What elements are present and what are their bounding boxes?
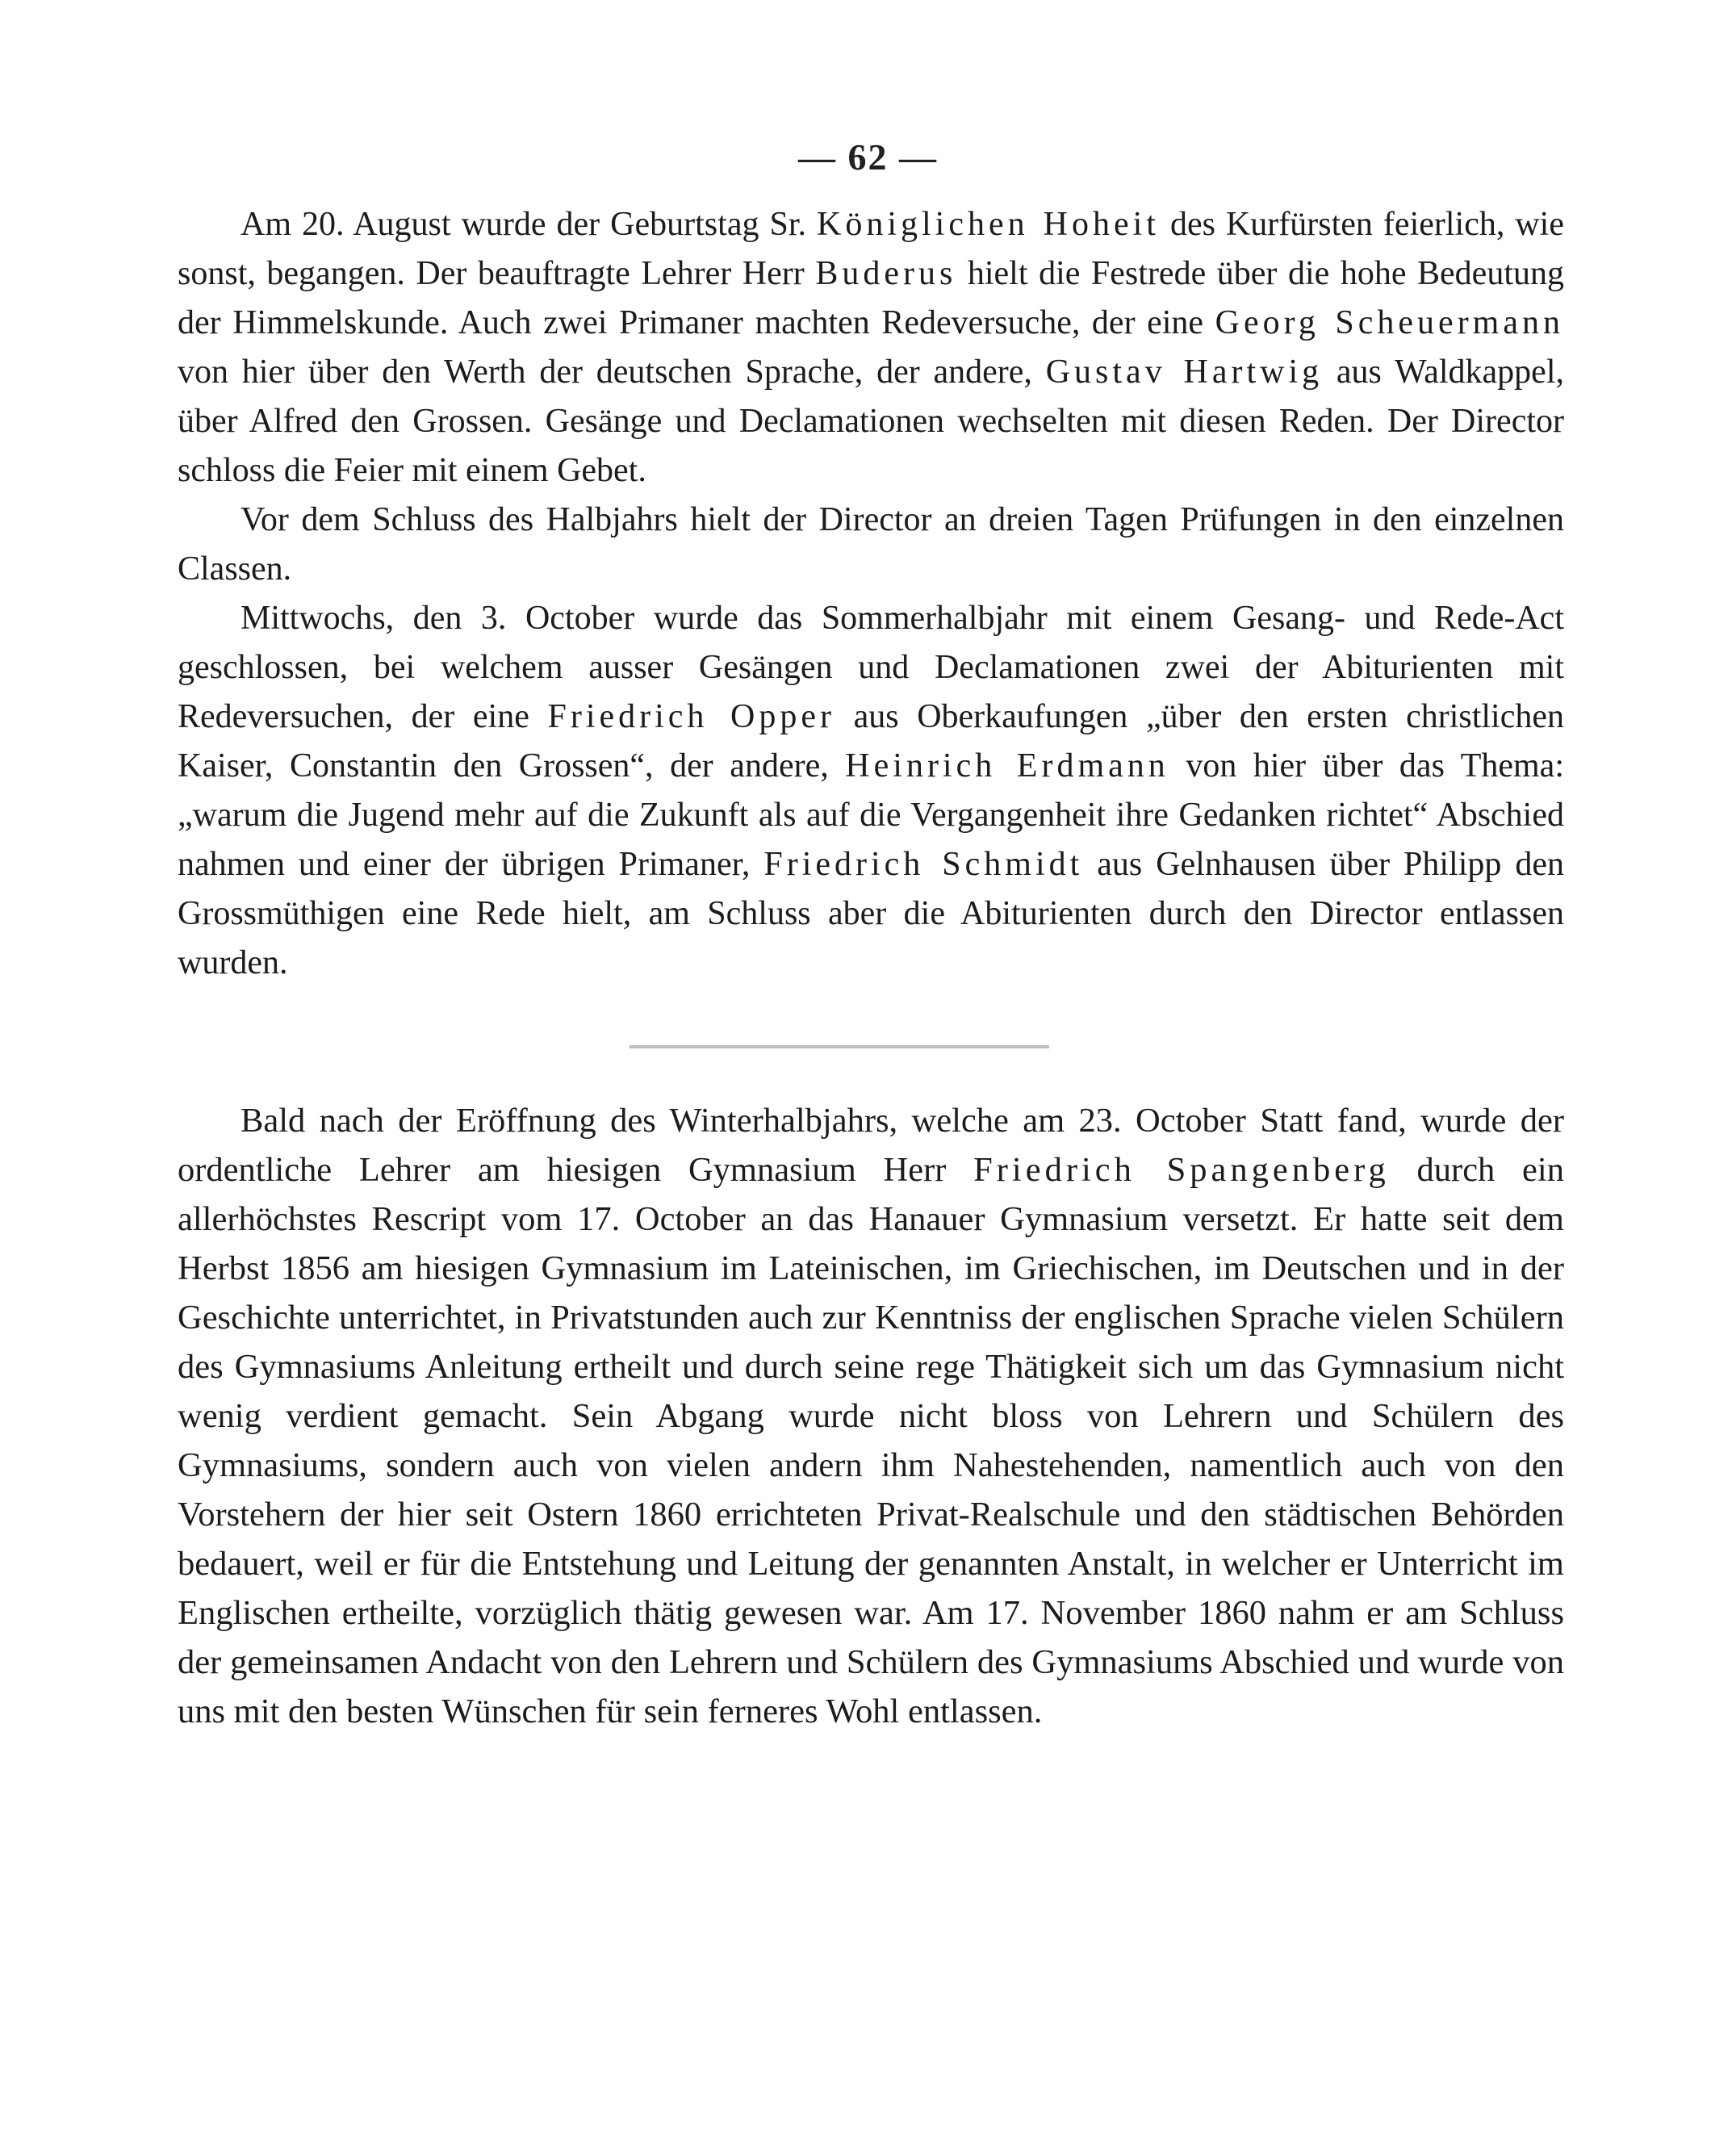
- text-run: Vor dem Schluss des Halbjahrs hielt der Director an dreien Tagen Prüfungen in den einzelnen Classen.: [178, 501, 1564, 588]
- paragraph-birthday-celebration: [178, 200, 1564, 496]
- text-run: von hier über das Thema: „warum die Jugend mehr auf die Zukunft als auf die Vergangenheit ihre Gedanken richtet“ Abschied nahmen und einer der übrigen Primaner,: [178, 747, 1564, 883]
- name-royal-highness: Königlichen Hoheit: [817, 206, 1160, 243]
- name-gustav-hartwig: Gustav Hartwig: [1045, 354, 1324, 391]
- paragraph-spangenberg-transfer: [178, 1096, 1564, 1736]
- text-run: hielt die Festrede über die hohe Bedeutung der Himmelskunde. Auch zwei Primaner machten Redeversuche, der eine: [178, 255, 1564, 341]
- name-friedrich-schmidt: Friedrich Schmidt: [763, 846, 1084, 883]
- text-run: des Kurfürsten feierlich, wie sonst, begangen. Der beauftragte Lehrer Herr: [178, 206, 1564, 292]
- page-number: — 62 —: [798, 136, 938, 178]
- paragraph-semester-closing: [178, 594, 1564, 988]
- text-run: aus Waldkappel, über Alfred den Grossen. Gesänge und Declamationen wechselten mit diesen Reden. Der Director schloss die Feier mit einem Gebet.: [178, 354, 1564, 489]
- paragraph-examinations: [178, 496, 1564, 594]
- name-georg-scheuermann: Georg Scheuermann: [1215, 304, 1564, 341]
- text-run: Am 20. August wurde der Geburtstag Sr.: [241, 206, 818, 243]
- struck-out-line-fragment: [630, 1045, 1049, 1048]
- name-friedrich-spangenberg: Friedrich Spangenberg: [973, 1151, 1390, 1189]
- name-heinrich-erdmann: Heinrich Erdmann: [845, 747, 1169, 784]
- text-run: von hier über den Werth der deutschen Sprache, der andere,: [178, 354, 1046, 391]
- text-run: aus Oberkaufungen „über den ersten christlichen Kaiser, Constantin den Grossen“, der andere,: [178, 698, 1564, 784]
- text-block-top: [178, 200, 1564, 988]
- text-run: aus Gelnhausen über Philipp den Grossmüthigen eine Rede hielt, am Schluss aber die Abiturienten durch den Director entlassen wurden.: [178, 846, 1564, 981]
- text-run: durch ein allerhöchstes Rescript vom 17. October an das Hanauer Gymnasium versetzt. Er hatte seit dem Herbst 1856 am hiesigen Gymnasium im Lateinischen, im Griechischen, im Deutschen und in der Geschichte unterrichtet, in Privatstunden auch zur Kenntniss der englischen Sprache vielen Schülern des Gymnasiums Anleitung ertheilt und durch seine rege Thätigkeit sich um das Gymnasium nicht wenig verdient gemacht. Sein Abgang wurde nicht bloss von Lehrern und Schülern des Gymnasiums, sondern auch von vielen andern ihm Nahestehenden, namentlich auch von den Vorstehern der hier seit Ostern 1860 errichteten Privat-Realschule und den städtischen Behörden bedauert, weil er für die Entstehung und Leitung der genannten Anstalt, in welcher er Unterricht im Englischen ertheilte, vorzüglich thätig gewesen war. Am 17. November 1860 nahm er am Schluss der gemeinsamen Andacht von den Lehrern und Schülern des Gymnasiums Abschied und wurde von uns mit den besten Wünschen für sein ferneres Wohl entlassen.: [178, 1151, 1564, 1730]
- name-buderus: Buderus: [815, 255, 957, 292]
- text-block-bottom: [178, 1096, 1564, 1736]
- name-friedrich-opper: Friedrich Opper: [547, 698, 835, 735]
- text-run: Mittwochs, den 3. October wurde das Sommerhalbjahr mit einem Gesang- und Rede-Act geschlossen, bei welchem ausser Gesängen und Declamationen zwei der Abiturienten mit Redeversuchen, der eine: [178, 600, 1564, 735]
- text-run: Bald nach der Eröffnung des Winterhalbjahrs, welche am 23. October Statt fand, wurde der ordentliche Lehrer am hiesigen Gymnasium Herr: [178, 1102, 1564, 1189]
